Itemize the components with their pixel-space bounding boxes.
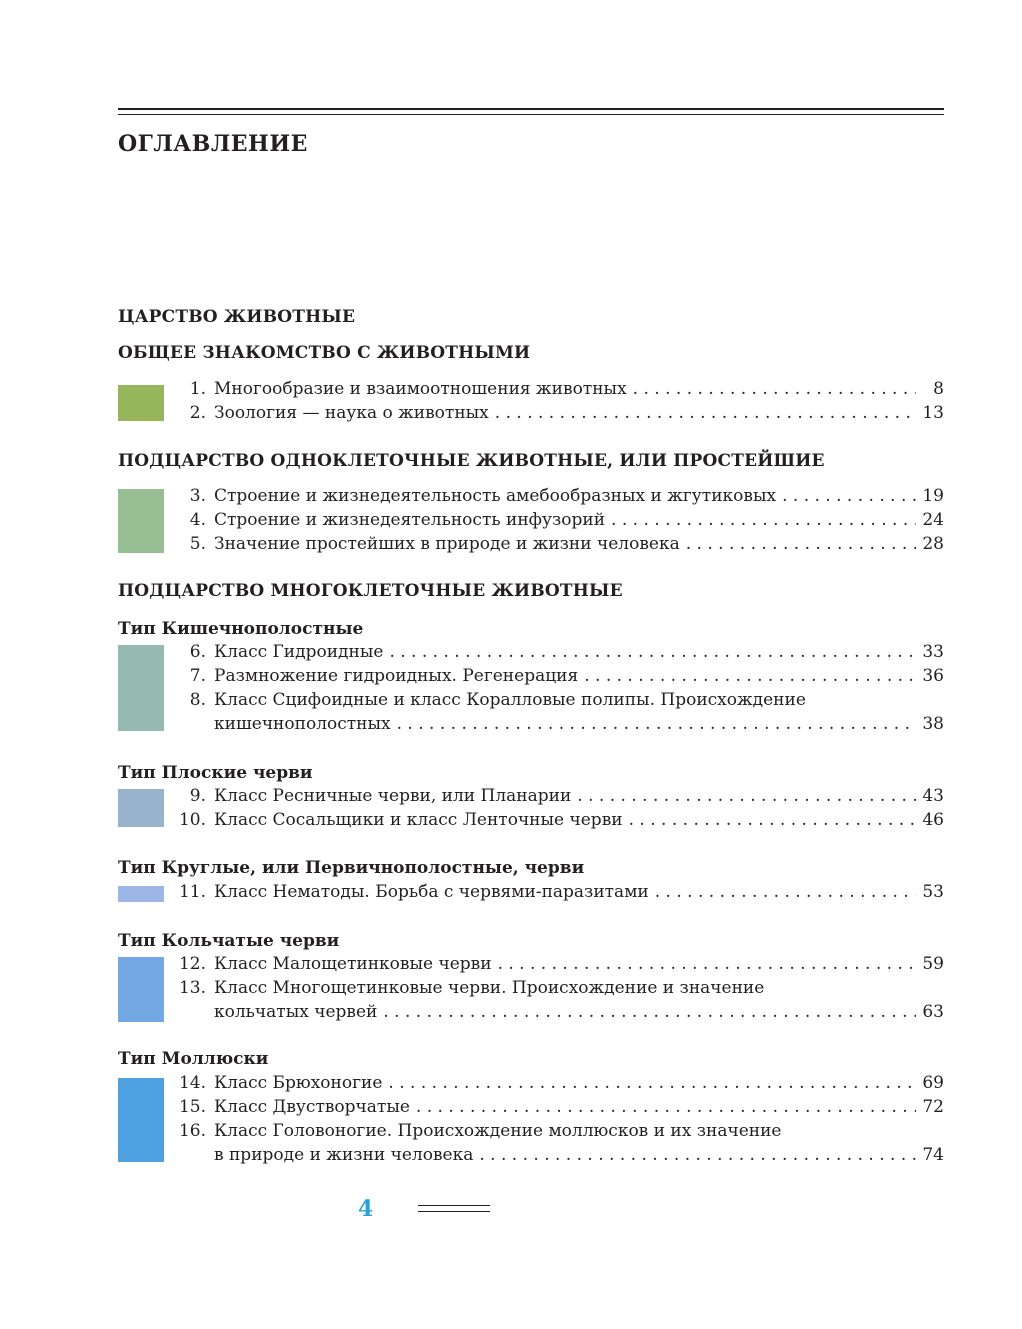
- dot-leader: [611, 509, 916, 531]
- toc-entry[interactable]: 7. Размножение гидроидных. Регенерация . . . 36: [164, 663, 944, 687]
- dot-leader: [479, 1144, 916, 1166]
- dot-leader: [584, 665, 916, 687]
- type-color-block: [118, 886, 164, 902]
- type-heading: Тип Моллюски: [118, 1049, 269, 1069]
- toc-entry[interactable]: 14. Класс Брюхоногие . . . 69: [164, 1070, 944, 1094]
- type-color-block: [118, 645, 164, 731]
- toc-group: [164, 483, 944, 555]
- type-heading: Тип Кишечнополостные: [118, 619, 364, 639]
- page-ref: 36: [922, 666, 944, 686]
- toc-entry[interactable]: 10. Класс Сосальщики и класс Ленточные черви . . . 46: [164, 807, 944, 831]
- dot-leader: [416, 1096, 916, 1118]
- page-ref: 33: [922, 642, 944, 662]
- page-ref: 59: [922, 954, 944, 974]
- toc-entry-continuation[interactable]: кишечнополостных . . . 38: [164, 711, 944, 735]
- kingdom-heading: ЦАРСТВО ЖИВОТНЫЕ: [118, 307, 356, 327]
- toc-entry[interactable]: 12. Класс Малощетинковые черви . . . 59: [164, 951, 944, 975]
- dot-leader: [577, 785, 916, 807]
- page-ref: 24: [922, 510, 944, 530]
- dot-leader: [495, 402, 916, 424]
- type-heading: Тип Круглые, или Первичнополостные, черви: [118, 858, 585, 878]
- dot-leader: [633, 378, 916, 400]
- toc-entry[interactable]: 6. Класс Гидроидные . . . 33: [164, 639, 944, 663]
- toc-entry[interactable]: 9. Класс Ресничные черви, или Планарии . . . 43: [164, 783, 944, 807]
- dot-leader: [397, 713, 916, 735]
- toc-entry[interactable]: 11. Класс Нематоды. Борьба с червями-паразитами . . . 53: [164, 879, 944, 903]
- type-color-block: [118, 957, 164, 1022]
- dot-leader: [498, 953, 916, 975]
- toc-group: [164, 783, 944, 831]
- toc-group: [164, 376, 944, 424]
- page-ref: 74: [922, 1145, 944, 1165]
- top-rule-thin: [118, 114, 944, 115]
- toc-entry[interactable]: 5. Значение простейших в природе и жизни человека . . . 28: [164, 531, 944, 555]
- page-title: ОГЛАВЛЕНИЕ: [118, 131, 308, 157]
- toc-group: [164, 879, 944, 903]
- section-color-block: [118, 489, 164, 553]
- section-heading: ПОДЦАРСТВО ОДНОКЛЕТОЧНЫЕ ЖИВОТНЫЕ, ИЛИ ПРОСТЕЙШИЕ: [118, 451, 825, 471]
- toc-entry[interactable]: 13. Класс Многощетинковые черви. Происхождение и значение: [178, 978, 765, 998]
- toc-group: [164, 1070, 944, 1166]
- toc-entry-continuation[interactable]: в природе и жизни человека . . . 74: [164, 1142, 944, 1166]
- page-ref: 69: [922, 1073, 944, 1093]
- dot-leader: [389, 641, 916, 663]
- toc-entry[interactable]: 2. Зоология — наука о животных . . . 13: [164, 400, 944, 424]
- page-number: 4: [358, 1196, 374, 1222]
- toc-group: [164, 951, 944, 1023]
- toc-entry[interactable]: 3. Строение и жизнедеятельность амебообразных и жгутиковых . . . 19: [164, 483, 944, 507]
- type-color-block: [118, 789, 164, 827]
- dot-leader: [383, 1001, 916, 1023]
- dot-leader: [655, 881, 916, 903]
- page-ref: 19: [922, 486, 944, 506]
- page-ref: 53: [922, 882, 944, 902]
- toc-entry[interactable]: 4. Строение и жизнедеятельность инфузорий . . . 24: [164, 507, 944, 531]
- folio-rule: [418, 1205, 490, 1206]
- type-color-block: [118, 1078, 164, 1162]
- toc-group: [164, 639, 944, 735]
- type-heading: Тип Кольчатые черви: [118, 931, 340, 951]
- dot-leader: [629, 809, 916, 831]
- page-ref: 46: [922, 810, 944, 830]
- section-color-block: [118, 385, 164, 421]
- page-ref: 63: [922, 1002, 944, 1022]
- section-heading: ПОДЦАРСТВО МНОГОКЛЕТОЧНЫЕ ЖИВОТНЫЕ: [118, 581, 623, 601]
- folio-rule-lower: [418, 1211, 490, 1212]
- dot-leader: [388, 1072, 916, 1094]
- toc-entry[interactable]: 16. Класс Головоногие. Происхождение моллюсков и их значение: [178, 1121, 782, 1141]
- toc-entry[interactable]: 15. Класс Двустворчатые . . . 72: [164, 1094, 944, 1118]
- page-ref: 8: [933, 379, 944, 399]
- section-heading: ОБЩЕЕ ЗНАКОМСТВО С ЖИВОТНЫМИ: [118, 343, 531, 363]
- toc-entry[interactable]: 8. Класс Сцифоидные и класс Коралловые полипы. Происхождение: [189, 690, 806, 710]
- page-ref: 72: [922, 1097, 944, 1117]
- dot-leader: [782, 485, 916, 507]
- dot-leader: [686, 533, 916, 555]
- toc-entry[interactable]: 1. Многообразие и взаимоотношения животных . . . 8: [164, 376, 944, 400]
- page-ref: 38: [922, 714, 944, 734]
- toc-entry-continuation[interactable]: кольчатых червей . . . 63: [164, 999, 944, 1023]
- page-ref: 43: [922, 786, 944, 806]
- top-rule: [118, 108, 944, 110]
- page-ref: 28: [922, 534, 944, 554]
- page-ref: 13: [922, 403, 944, 423]
- type-heading: Тип Плоские черви: [118, 763, 313, 783]
